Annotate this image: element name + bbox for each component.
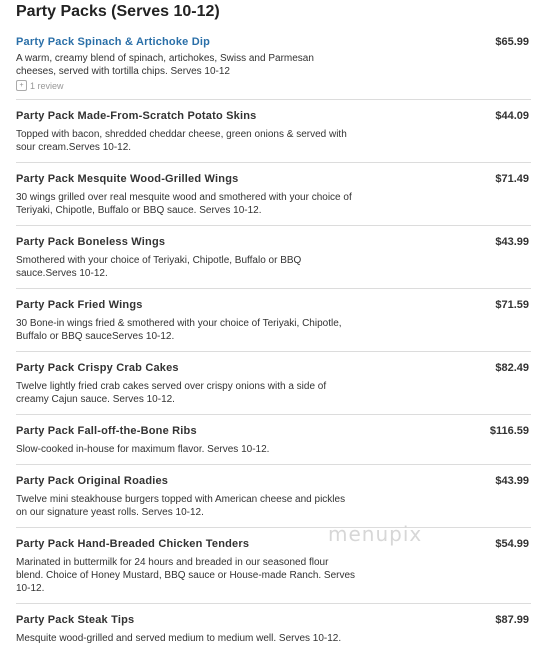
menu-item [16,352,531,415]
menu-item-name: Party Pack Steak Tips [16,614,135,626]
menu-item-description: Smothered with your choice of Teriyaki, Chipotle, Buffalo or BBQ sauce.Serves 10-12. [16,255,302,279]
menu-item [16,226,531,289]
menu-item [16,163,531,226]
section-title: Party Packs (Serves 10-12) [16,3,220,20]
menu-item [16,465,531,528]
menu-item-description: Topped with bacon, shredded cheddar cheese, green onions & served with sour cream.Serves 10-12. [16,129,347,153]
menu-item-price: $44.09 [495,110,529,122]
menu-item-price: $71.59 [495,299,529,311]
menu-item-name-link[interactable]: Party Pack Spinach & Artichoke Dip [16,36,211,48]
menu-item [16,604,531,653]
review-plus-icon: + [16,80,27,91]
menu-item [16,100,531,163]
review-link[interactable] [16,80,531,91]
menu-item-description: Twelve mini steakhouse burgers topped with American cheese and pickles on our signature yeast rolls. Serves 10-12. [16,494,346,518]
menu-item-price: $87.99 [495,614,529,626]
menu-item-description: A warm, creamy blend of spinach, artichokes, Swiss and Parmesan cheeses, served with tortilla chips. Serves 10-12 [16,53,314,77]
menu-item [16,528,531,604]
menu-item-description: 30 Bone-in wings fried & smothered with your choice of Teriyaki, Chipotle, Buffalo or BBQ sauceServes 10-12. [16,318,342,342]
menu-item-price: $54.99 [495,538,529,550]
menu-item-description: Mesquite wood-grilled and served medium to medium well. Serves 10-12. [16,633,342,644]
menu-item-name: Party Pack Fried Wings [16,299,143,311]
menu-item-name: Party Pack Made-From-Scratch Potato Skins [16,110,257,122]
menu-item-name: Party Pack Fall-off-the-Bone Ribs [16,425,197,437]
watermark-logo: menupix [328,522,423,546]
menu-item-name: Party Pack Hand-Breaded Chicken Tenders [16,538,250,550]
menu-list [16,26,531,653]
menu-item-price: $65.99 [495,36,529,48]
menu-item-price: $43.99 [495,475,529,487]
menu-item-price: $71.49 [495,173,529,185]
menu-item-price: $116.59 [489,425,529,437]
menu-item-name: Party Pack Mesquite Wood-Grilled Wings [16,173,239,185]
menu-item-description: Twelve lightly fried crab cakes served over crispy onions with a side of creamy Cajun sauce. Serves 10-12. [16,381,327,405]
menu-item-name: Party Pack Original Roadies [16,475,169,487]
menu-item-description: Slow-cooked in-house for maximum flavor. Serves 10-12. [16,444,270,455]
menu-item-description: Marinated in buttermilk for 24 hours and breaded in our seasoned flour blend. Choice of Honey Mustard, BBQ sauce or House-made Ranch. Serves 10-12. [16,557,356,594]
menu-item [16,415,531,465]
menu-item [16,289,531,352]
menu-item [16,26,531,100]
review-count: 1 review [30,80,64,91]
menu-item-price: $82.49 [495,362,529,374]
menu-item-name: Party Pack Crispy Crab Cakes [16,362,179,374]
menu-item-description: 30 wings grilled over real mesquite wood and smothered with your choice of Teriyaki, Chipotle, Buffalo or BBQ sauce. Serves 10-12. [16,192,352,216]
menu-item-price: $43.99 [495,236,529,248]
menu-item-name: Party Pack Boneless Wings [16,236,166,248]
